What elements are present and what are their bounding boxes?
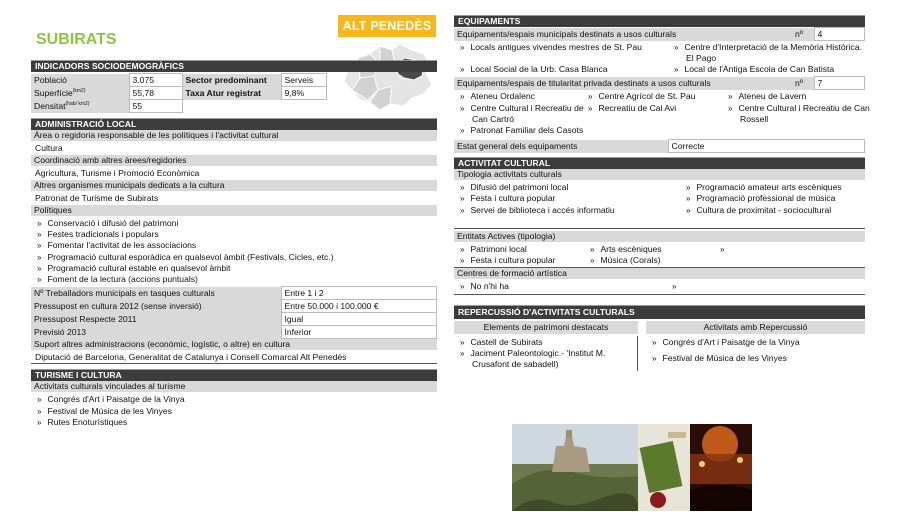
tipologia-list: [454, 181, 865, 229]
atur-label: Taxa Atur registrat: [182, 87, 281, 100]
photo-strip: [512, 424, 752, 511]
repercussio-columns: [454, 321, 865, 334]
list-item: » Local Social de la Urb. Casa Blanca: [460, 64, 674, 75]
densitat-value: 55: [129, 100, 182, 113]
estat-value: Correcte: [668, 140, 865, 153]
list-item: » No n'hi ha: [460, 281, 672, 292]
atur-value: 9,8%: [281, 87, 327, 100]
sector-value: Serveis: [281, 74, 327, 87]
concert-photo: [690, 424, 752, 511]
list-item: » Ateneu Ordalenc: [460, 91, 588, 102]
list-item: » Programació amateur arts escèniques: [686, 182, 871, 193]
list-item: » Locals antigues vivendes mestres de St. Pau: [460, 42, 674, 64]
estat-label: Estat general dels equipaments: [454, 140, 668, 153]
list-item: » Festival de Música de les Vinyes: [37, 406, 437, 417]
sector-label: Sector predominant: [182, 74, 281, 87]
activitats-label: Activitats amb Repercussió: [646, 321, 865, 334]
area-label: Àrea o regidoria responsable de les polítiques i l'activitat cultural: [31, 130, 437, 142]
suport-value: Diputació de Barcelona, Generalitat de Catalunya i Consell Comarcal Alt Penedès: [31, 351, 437, 364]
list-item: » Congrés d'Art i Paisatge de la Vinya: [37, 394, 437, 405]
poblacio-label: Població: [31, 74, 129, 87]
budget-table: [31, 286, 437, 339]
indicators-header: INDICADORS SOCIODEMOGRÀFICS: [31, 60, 437, 72]
list-item: » Congrés d'Art i Paisatge de la Vinya: [652, 337, 865, 354]
privats-num-label: nº: [792, 77, 814, 90]
list-item: » Rutes Enoturístiques: [37, 417, 437, 428]
municipality-title: SUBIRATS: [36, 31, 117, 48]
municipals-header-row: [454, 27, 865, 41]
list-item: » Centre Agrícol de St. Pau: [588, 91, 728, 102]
poblacio-value: 3.075: [129, 74, 182, 87]
list-item: » Jaciment Paleontologic.- 'Institut M. Crusafont de sabadell): [460, 348, 637, 370]
treballadors-label: Nº Treballadors municipals en tasques culturals: [31, 287, 281, 300]
list-item: » Patrimoni local: [460, 244, 590, 255]
privats-header-row: [454, 76, 865, 90]
list-item: » Difusió del patrimoni local: [460, 182, 686, 193]
previsio-value: Inferior: [281, 326, 437, 339]
list-item: » Centre d'Interpretació de la Memòria Històrica. El Pago: [674, 42, 871, 64]
list-item: » Cultura de proximitat - sociocultural: [686, 205, 871, 216]
indicators-table: [31, 73, 327, 113]
elements-list: [454, 336, 638, 371]
organismes-value: Patronat de Turisme de Subirats: [35, 193, 159, 203]
list-item: » Foment de la lectura (accions puntuals): [37, 274, 437, 285]
turisme-list: [31, 393, 437, 429]
list-item: [720, 244, 871, 255]
pressupost-value: Entre 50.000 i 100.000 €: [281, 300, 437, 313]
entitats-label: Entitats Actives (tipologia): [454, 231, 865, 243]
list-item: » Festes tradicionals i populars: [37, 229, 437, 240]
pressupost-label: Pressupost en cultura 2012 (sense inversió): [31, 300, 281, 313]
list-item: » Programació professional de música: [686, 193, 871, 204]
turisme-sub-label: Activitats culturals vinculades al turisme: [31, 381, 437, 393]
list-item: » Fomentar l'activitat de les associacions: [37, 240, 437, 251]
organismes-label: Altres organismes municipals dedicats a la cultura: [31, 180, 437, 192]
activitats-list: [646, 336, 865, 371]
treballadors-value: Entre 1 i 2: [281, 287, 437, 300]
previsio-label: Previsió 2013: [31, 326, 281, 339]
tipologia-label: Tipologia activitats culturals: [454, 169, 865, 181]
estat-row: [454, 139, 865, 153]
list-item: [672, 281, 871, 292]
politiques-label: Polítiques: [31, 205, 437, 217]
coord-label: Coordinació amb altres àrees/regidories: [31, 155, 437, 167]
list-item: » Patronat Familiar dels Casots: [460, 125, 588, 136]
municipals-label: Equipaments/espais municipals destinats a usos culturals: [454, 28, 792, 41]
centres-label: Centres de formació artística: [454, 268, 865, 280]
respecte-label: Pressupost Respecte 2011: [31, 313, 281, 326]
centres-list: [454, 280, 865, 294]
list-item: » Centre Cultural i Recreatiu de Can Cartró: [460, 103, 588, 125]
municipals-num: 4: [814, 28, 865, 41]
repercussio-lists: [454, 336, 865, 371]
list-item: » Festa i cultura popular: [460, 193, 686, 204]
list-item: » Arts escèniques: [590, 244, 720, 255]
area-value: Cultura: [35, 143, 63, 153]
activitat-header: ACTIVITAT CULTURAL: [454, 157, 865, 169]
right-column: [454, 15, 870, 371]
repercussio-header: REPERCUSSIÓ D'ACTIVITATS CULTURALS: [454, 305, 865, 319]
list-item: » Programació cultural esporàdica en qualsevol àmbit (Festivals, Cicles, etc.): [37, 252, 437, 263]
superficie-label: Superfície$^{(km2)}$: [31, 87, 129, 100]
list-item: » Servei de biblioteca i accés informatiu: [460, 205, 686, 216]
elements-label: Elements de patrimoni destacats: [454, 321, 638, 334]
list-item: » Conservació i difusió del patrimoni: [37, 218, 437, 229]
left-column: [31, 60, 437, 429]
politiques-list: [31, 217, 437, 286]
respecte-value: Igual: [281, 313, 437, 326]
list-item: » Ateneu de Lavern: [728, 91, 871, 102]
list-item: » Centre Cultural i Recreatiu de Can Rossell: [728, 103, 871, 125]
suport-label: Suport altres administracions (econòmic, logístic, o altre) en cultura: [31, 339, 437, 351]
festival-poster-photo: [638, 424, 690, 511]
list-item: » Recreatiu de Cal Avi: [588, 103, 728, 125]
entitats-list: [454, 243, 865, 268]
municipals-num-label: nº: [792, 28, 814, 41]
list-item: » Música (Corals): [590, 255, 720, 266]
privats-num: 7: [814, 77, 865, 90]
list-item: » Festa i cultura popular: [460, 255, 590, 266]
list-item: » Festival de Música de les Vinyes: [652, 353, 865, 370]
list-item: » Local de l'Antiga Escola de Can Batista: [674, 64, 871, 75]
municipals-list: [454, 41, 865, 76]
coord-value: Agricultura, Turisme i Promoció Econòmica: [35, 168, 200, 178]
densitat-label: Densitat$^{(hab/ km2)}$: [31, 100, 129, 113]
equipaments-header: EQUIPAMENTS: [454, 15, 865, 27]
list-item: » Castell de Subirats: [460, 337, 637, 348]
comarca-badge: ALT PENEDÈS: [338, 15, 436, 37]
admin-header: ADMINISTRACIÓ LOCAL: [31, 118, 437, 130]
turisme-header: TURISME I CULTURA: [31, 369, 437, 381]
superficie-value: 55,78: [129, 87, 182, 100]
castle-photo: [512, 424, 638, 511]
privats-list: [454, 90, 870, 137]
list-item: » Programació cultural estable en qualsevol àmbit: [37, 263, 437, 274]
privats-label: Equipaments/espais de titularitat privada destinats a usos culturals: [454, 77, 792, 90]
